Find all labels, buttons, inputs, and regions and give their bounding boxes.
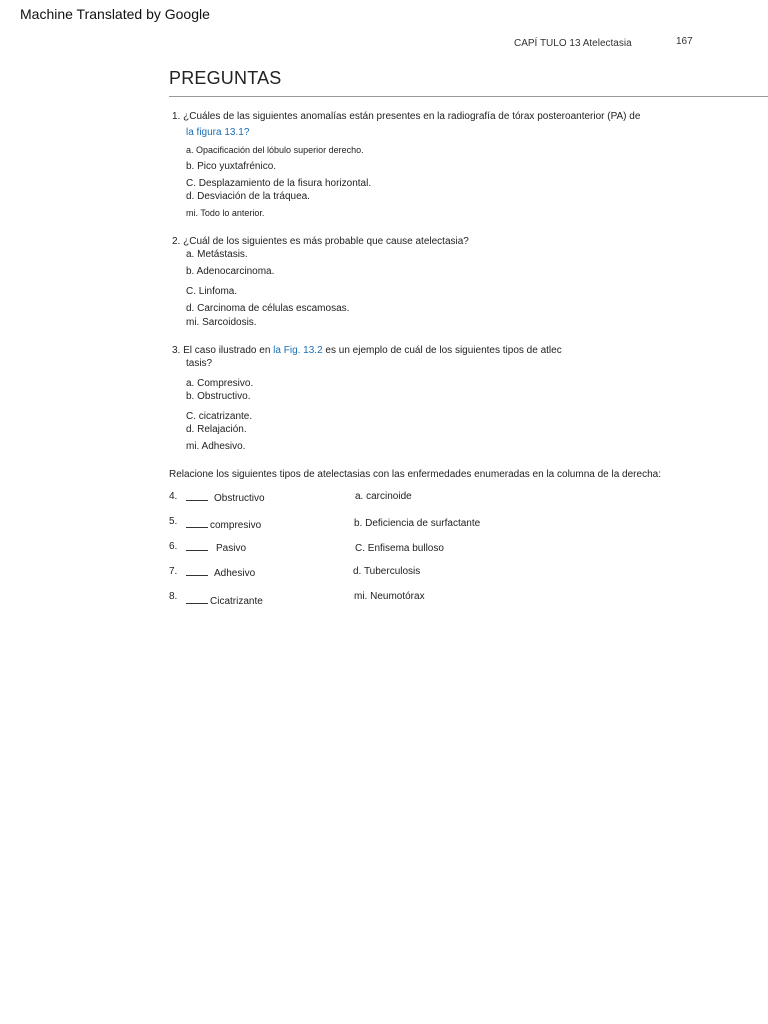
match-row-num: 5. bbox=[169, 516, 178, 527]
answer-blank[interactable] bbox=[186, 491, 208, 501]
match-row-right: d. Tuberculosis bbox=[353, 566, 421, 577]
q3-option-d: d. Relajación. bbox=[186, 424, 247, 435]
page-title: PREGUNTAS bbox=[169, 68, 282, 88]
match-row-right: C. Enfisema bulloso bbox=[355, 543, 444, 554]
answer-blank[interactable] bbox=[186, 518, 208, 528]
atelectasis-type: Cicatrizante bbox=[210, 596, 263, 607]
q3-option-a: a. Compresivo. bbox=[186, 378, 254, 389]
match-row-num: 6. bbox=[169, 541, 178, 552]
matching-instruction: Relacione los siguientes tipos de atelectasias con las enfermedades enumeradas en la columna de la derecha: bbox=[169, 469, 661, 480]
q2-option-e: mi. Sarcoidosis. bbox=[186, 317, 257, 328]
q3-option-c: C. cicatrizante. bbox=[186, 411, 253, 422]
match-row-left bbox=[186, 541, 246, 554]
q2-option-b: b. Adenocarcinoma. bbox=[186, 266, 275, 277]
match-row-left bbox=[186, 566, 255, 579]
question-1-text: 1. ¿Cuáles de las siguientes anomalías están presentes en la radiografía de tórax posteroanterior (PA) de bbox=[172, 111, 641, 122]
page-number: 167 bbox=[676, 36, 693, 47]
figure-13-1-link[interactable]: la figura 13.1? bbox=[186, 127, 250, 138]
question-3-text bbox=[172, 345, 562, 356]
q1-option-b: b. Pico yuxtafrénico. bbox=[186, 161, 277, 172]
q1-option-d: d. Desviación de la tráquea. bbox=[186, 191, 310, 202]
match-row-num: 8. bbox=[169, 591, 178, 602]
match-row-num: 4. bbox=[169, 491, 178, 502]
q2-option-c: C. Linfoma. bbox=[186, 286, 238, 297]
q1-option-c: C. Desplazamiento de la fisura horizontal. bbox=[186, 178, 372, 189]
atelectasis-type: compresivo bbox=[210, 520, 262, 531]
answer-blank[interactable] bbox=[186, 594, 208, 604]
match-row-right: b. Deficiencia de surfactante bbox=[354, 518, 481, 529]
q2-option-d: d. Carcinoma de células escamosas. bbox=[186, 303, 350, 314]
match-row-left bbox=[186, 518, 261, 531]
q1-option-a: a. Opacificación del lóbulo superior derecho. bbox=[186, 145, 364, 155]
match-row-left bbox=[186, 594, 263, 607]
answer-blank[interactable] bbox=[186, 541, 208, 551]
figure-13-2-link[interactable]: la Fig. 13.2 bbox=[273, 345, 323, 356]
translation-banner: Machine Translated by Google bbox=[20, 6, 210, 22]
question-3-text-start: 3. El caso ilustrado en bbox=[172, 345, 274, 356]
match-row-right: mi. Neumotórax bbox=[354, 591, 425, 602]
question-3-text-cont: tasis? bbox=[186, 358, 213, 369]
q3-option-e: mi. Adhesivo. bbox=[186, 441, 246, 452]
q1-option-e: mi. Todo lo anterior. bbox=[186, 208, 265, 218]
atelectasis-type: Adhesivo bbox=[214, 568, 256, 579]
q2-option-a: a. Metástasis. bbox=[186, 249, 248, 260]
title-divider bbox=[169, 96, 768, 97]
match-row-num: 7. bbox=[169, 566, 178, 577]
question-3-text-end: es un ejemplo de cuál de los siguientes tipos de atlec bbox=[322, 345, 562, 356]
match-row-left bbox=[186, 491, 265, 504]
question-2-text: 2. ¿Cuál de los siguientes es más probable que cause atelectasia? bbox=[172, 236, 469, 247]
match-row-right: a. carcinoide bbox=[355, 491, 412, 502]
chapter-header: CAPÍ TULO 13 Atelectasia bbox=[514, 38, 632, 49]
atelectasis-type: Obstructivo bbox=[214, 493, 265, 504]
q3-option-b: b. Obstructivo. bbox=[186, 391, 251, 402]
answer-blank[interactable] bbox=[186, 566, 208, 576]
atelectasis-type: Pasivo bbox=[216, 543, 247, 554]
